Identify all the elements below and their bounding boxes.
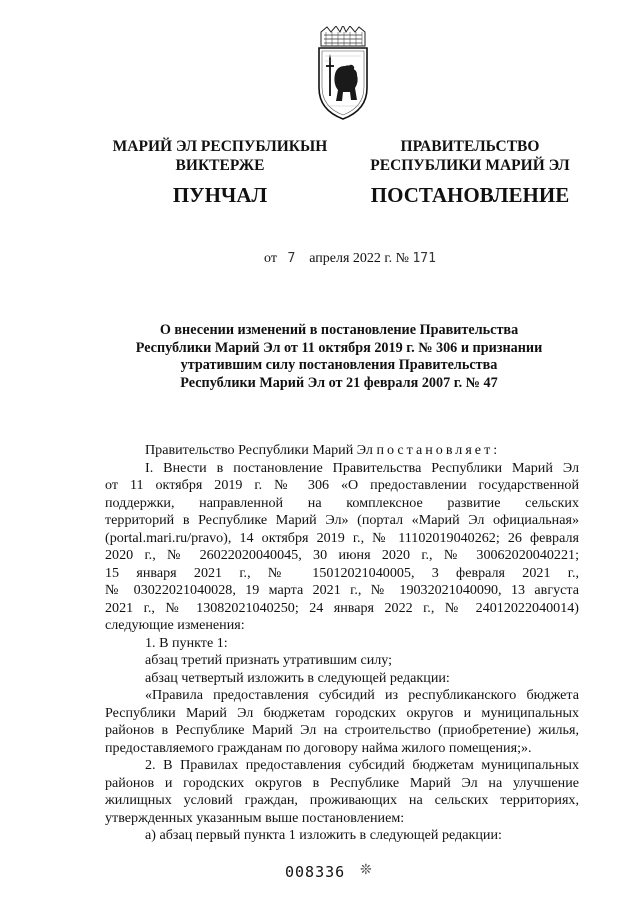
title-line: Республики Марий Эл от 21 февраля 2007 г. № 47 <box>180 374 498 391</box>
serial-number: 008336 <box>285 863 346 881</box>
body-line: 2020 г., № 26022020040045, 30 июня 2020 г., № 30062020040221; <box>105 547 579 563</box>
header-right-line2: РЕСПУБЛИКИ МАРИЙ ЭЛ <box>370 157 570 174</box>
body-line: 2. В Правилах предоставления субсидий бюджетам муниципальных <box>145 757 579 773</box>
body-line: 15 января 2021 г., № 15012021040005, 3 февраля 2021 г., <box>105 564 579 581</box>
document-title <box>110 322 568 392</box>
document-body <box>105 442 579 845</box>
preamble-text: Правительство Республики Марий Эл <box>145 442 373 458</box>
body-line: 2021 г., № 13082021040250; 24 января 2022 г., № 24012022040014) <box>105 599 579 616</box>
body-line: абзац четвертый изложить в следующей редакции: <box>145 669 450 686</box>
body-line: от 11 октября 2019 г. № 306 «О предоставлении государственной <box>105 477 579 493</box>
body-line: Республики Марий Эл бюджетам городских округов и муниципальных <box>105 704 579 721</box>
body-line: районов и городских округов в Республике Марий Эл на улучшение <box>105 774 579 791</box>
body-line: «Правила предоставления субсидий из республиканского бюджета <box>145 687 579 703</box>
body-line: абзац третий признать утратившим силу; <box>145 652 393 668</box>
header-left-line2: ВИКТЕРЖЕ <box>175 157 265 174</box>
date-month-year: апреля 2022 г. № <box>309 251 409 266</box>
body-line: № 03022021040028, 19 марта 2021 г., № 19032021040090, 13 августа <box>105 582 579 598</box>
ornament-icon: ❊ <box>360 863 372 878</box>
document-number: 171 <box>412 251 436 266</box>
title-line: О внесении изменений в постановление Правительства <box>159 322 519 338</box>
title-line: утратившим силу постановления Правительства <box>180 357 498 374</box>
header-left-line1: МАРИЙ ЭЛ РЕСПУБЛИКЫН <box>112 138 328 155</box>
body-line: I. Внести в постановление Правительства Республики Марий Эл <box>145 459 579 476</box>
body-line: 1. В пункте 1: <box>145 634 228 651</box>
header-left-title: ПУНЧАЛ <box>172 183 268 207</box>
body-line: (portal.mari.ru/pravo), 14 октября 2019 г., № 11102019040262; 26 февраля <box>105 529 579 546</box>
preamble-decree-word: постановляет: <box>376 442 501 458</box>
coat-of-arms-icon <box>313 26 373 121</box>
date-prefix: от <box>264 251 277 266</box>
body-line: утвержденных указанным выше постановлением: <box>105 809 405 826</box>
date-line <box>264 251 436 267</box>
body-line-preamble <box>105 442 579 460</box>
body-line: следующие изменения: <box>105 617 245 633</box>
body-line: районов в Республике Марий Эл на строительство (приобретение) жилья, <box>105 722 579 738</box>
body-line: территорий в Республике Марий Эл» (портал «Марий Эл официальная» <box>105 512 579 528</box>
body-line: а) абзац первый пункта 1 изложить в следующей редакции: <box>145 827 502 843</box>
title-line: Республики Марий Эл от 11 октября 2019 г. № 306 и признании <box>135 339 543 356</box>
body-line: поддержки, направленной на комплексное развитие сельских <box>105 494 579 511</box>
header-right-line1: ПРАВИТЕЛЬСТВО <box>400 138 540 155</box>
date-day: 7 <box>287 251 296 266</box>
header-right <box>335 137 605 208</box>
body-line: предоставляемого гражданам по договору найма жилого помещения;». <box>105 739 532 756</box>
header-right-title: ПОСТАНОВЛЕНИЕ <box>370 183 570 207</box>
body-line: жилищных условий граждан, проживающих на сельских территориях, <box>105 792 579 808</box>
header-left <box>90 137 350 208</box>
